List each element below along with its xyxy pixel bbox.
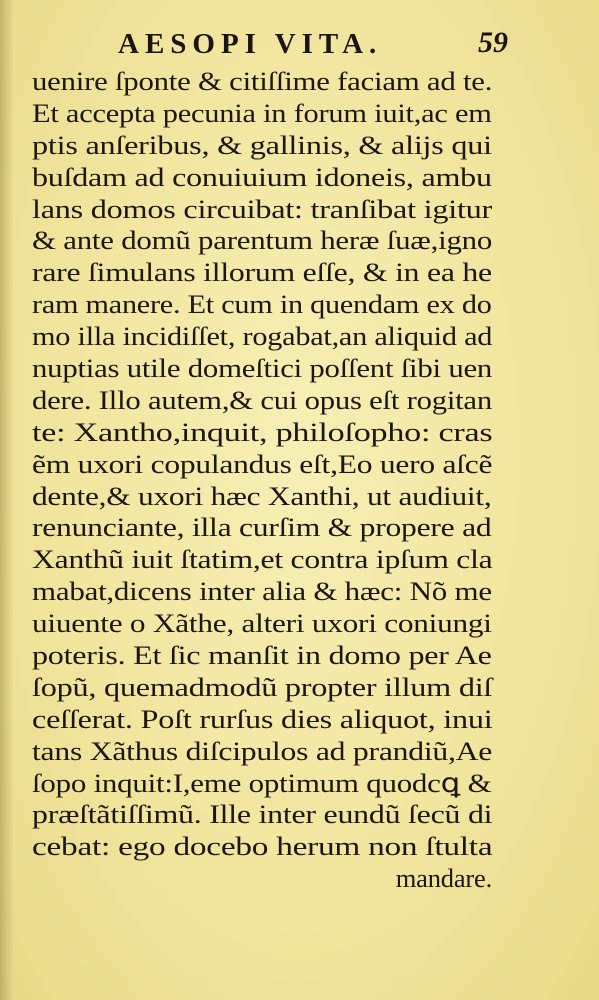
- page-number: 59: [478, 26, 508, 59]
- text-line: dente,& uxori hæc Xanthi, ut audiuit,: [32, 480, 492, 511]
- text-line: ſopo inquit:I,eme optimum quodcꝗ &: [32, 767, 492, 798]
- text-line: renunciante, illa curſim & propere ad: [32, 512, 492, 543]
- text-line: ſopũ, quemadmodũ propter illum diſ: [32, 671, 493, 702]
- text-line: ram manere. Et cum in quendam ex do: [32, 289, 492, 320]
- text-block: [32, 66, 492, 895]
- text-line: poteris. Et ſic manſit in domo per Ae: [32, 640, 492, 671]
- text-line: mo illa incidiſſet, rogabat,an aliquid ad: [32, 321, 493, 352]
- text-line: & ante domũ parentum heræ ſuæ,igno: [32, 225, 493, 256]
- text-line: Et accepta pecunia in forum iuit,ac em: [32, 97, 492, 128]
- text-line: lans domos circuibat: tranſibat igitur: [32, 193, 493, 224]
- text-line: præſtãtiſſimũ. Ille inter eundũ ſecũ di: [32, 799, 493, 830]
- text-line: mabat,dicens inter alia & hæc: Nõ me: [32, 576, 492, 607]
- text-line: nuptias utile domeſtici poſſent ſibi uen: [32, 353, 493, 384]
- text-line: uiuente o Xãthe, alteri uxori coniungi: [32, 608, 492, 639]
- text-line: te: Xantho,inquit, philoſopho: cras: [32, 416, 493, 447]
- text-line: ptis anſeribus, & gallinis, & alijs qui: [32, 129, 492, 160]
- text-line: Xanthũ iuit ſtatim,et contra ipſum cla: [32, 544, 493, 575]
- page-header: [118, 24, 508, 64]
- running-title: AESOPI VITA.: [118, 28, 383, 60]
- text-line: dere. Illo autem,& cui opus eſt rogitan: [32, 384, 492, 415]
- text-line: uenire ſponte & citiſſime faciam ad te.: [32, 66, 493, 96]
- text-line-catchword: mandare.: [395, 863, 492, 894]
- text-line: ceſſerat. Poſt rurſus dies aliquot, inui: [32, 703, 493, 734]
- text-line: rare ſimulans illorum eſſe, & in ea he: [32, 257, 492, 288]
- text-line: buſdam ad conuiuium idoneis, ambu: [32, 161, 492, 192]
- page-edge-shadow: [0, 0, 14, 1000]
- text-line: cebat: ego docebo herum non ſtulta: [32, 831, 493, 862]
- text-line: tans Xãthus diſcipulos ad prandiũ,Ae: [32, 735, 493, 766]
- text-line: ẽm uxori copulandus eſt,Eo uero aſcẽ: [32, 448, 493, 479]
